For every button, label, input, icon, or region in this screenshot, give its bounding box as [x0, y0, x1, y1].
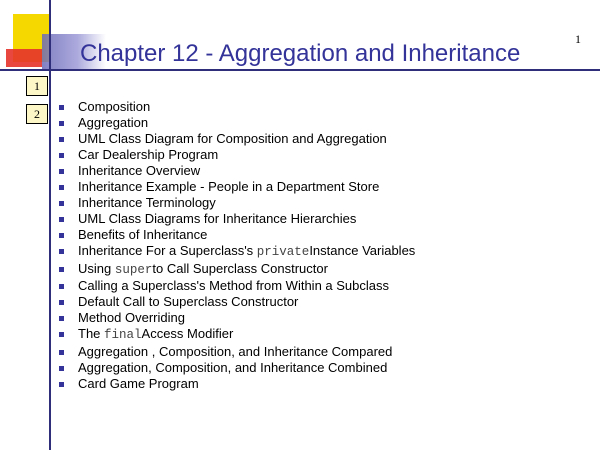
- topic-text: Instance Variables: [309, 242, 416, 258]
- topic-text: Inheritance Terminology: [78, 194, 216, 210]
- bullet-icon: [59, 284, 64, 289]
- bullet-icon: [59, 201, 64, 206]
- topic-item: [78, 243, 415, 261]
- slide-title: Chapter 12 - Aggregation and Inheritance: [80, 40, 521, 67]
- topic-text: Composition: [78, 99, 151, 114]
- bullet-icon: [59, 332, 64, 337]
- topic-text: Inheritance For a Superclass's: [78, 242, 257, 258]
- code-keyword: private: [256, 244, 310, 259]
- topic-text: Car Dealership Program: [78, 146, 219, 162]
- bullet-icon: [59, 233, 64, 238]
- bullet-icon: [59, 217, 64, 222]
- topic-text: Card Game Program: [78, 376, 199, 392]
- topic-text: Using: [78, 260, 115, 276]
- topic-list: [78, 99, 415, 392]
- bullet-icon: [59, 153, 64, 158]
- bullet-icon: [59, 185, 64, 190]
- bullet-icon: [59, 169, 64, 174]
- topic-text: Benefits of Inheritance: [78, 226, 208, 242]
- topic-item: [78, 163, 415, 179]
- bullet-icon: [59, 382, 64, 387]
- topic-item: [78, 294, 415, 310]
- bullet-icon: [59, 300, 64, 305]
- topic-item: [78, 195, 415, 211]
- topic-item: [78, 211, 415, 227]
- topic-text: Aggregation , Composition, and Inheritance Compared: [78, 344, 393, 360]
- topic-item: [78, 179, 415, 195]
- topic-text: Calling a Superclass's Method from Within a Subclass: [78, 278, 390, 294]
- topic-text: The: [78, 326, 105, 342]
- topic-item: [78, 344, 415, 360]
- topic-item: [78, 326, 415, 344]
- topic-text: Default Call to Superclass Constructor: [78, 294, 299, 310]
- bullet-icon: [59, 267, 64, 272]
- topic-item: [78, 310, 415, 326]
- topic-item: [78, 131, 415, 147]
- topic-text: UML Class Diagram for Composition and Aggregation: [78, 130, 387, 146]
- slide-nav-button-1[interactable]: 1: [26, 76, 48, 96]
- bullet-icon: [59, 121, 64, 126]
- slide-nav-button-2[interactable]: 2: [26, 104, 48, 124]
- topic-text: Inheritance Overview: [78, 162, 201, 178]
- decorative-vertical-line: [49, 0, 51, 450]
- bullet-icon: [59, 350, 64, 355]
- topic-text: UML Class Diagrams for Inheritance Hierarchies: [78, 210, 357, 226]
- topic-text: Method Overriding: [78, 310, 185, 326]
- bullet-icon: [59, 105, 64, 110]
- code-keyword: super: [114, 262, 153, 277]
- decorative-red-square: [6, 49, 42, 67]
- topic-item: [78, 147, 415, 163]
- topic-text: Aggregation: [78, 114, 149, 130]
- topic-text: Aggregation, Composition, and Inheritance Combined: [78, 360, 388, 376]
- topic-item: [78, 278, 415, 294]
- topic-item: [78, 99, 415, 115]
- page-number: 1: [575, 32, 581, 46]
- bullet-icon: [59, 316, 64, 321]
- topic-text: Access Modifier: [141, 326, 234, 342]
- topic-text: to Call Superclass Constructor: [152, 260, 328, 276]
- topic-item: [78, 376, 415, 392]
- topic-text: Inheritance Example - People in a Department Store: [78, 178, 380, 194]
- topic-item: [78, 261, 415, 279]
- decorative-horizontal-line: [0, 69, 600, 71]
- bullet-icon: [59, 137, 64, 142]
- code-keyword: final: [104, 328, 142, 343]
- topic-item: [78, 227, 415, 243]
- bullet-icon: [59, 366, 64, 371]
- bullet-icon: [59, 249, 64, 254]
- topic-item: [78, 115, 415, 131]
- topic-item: [78, 360, 415, 376]
